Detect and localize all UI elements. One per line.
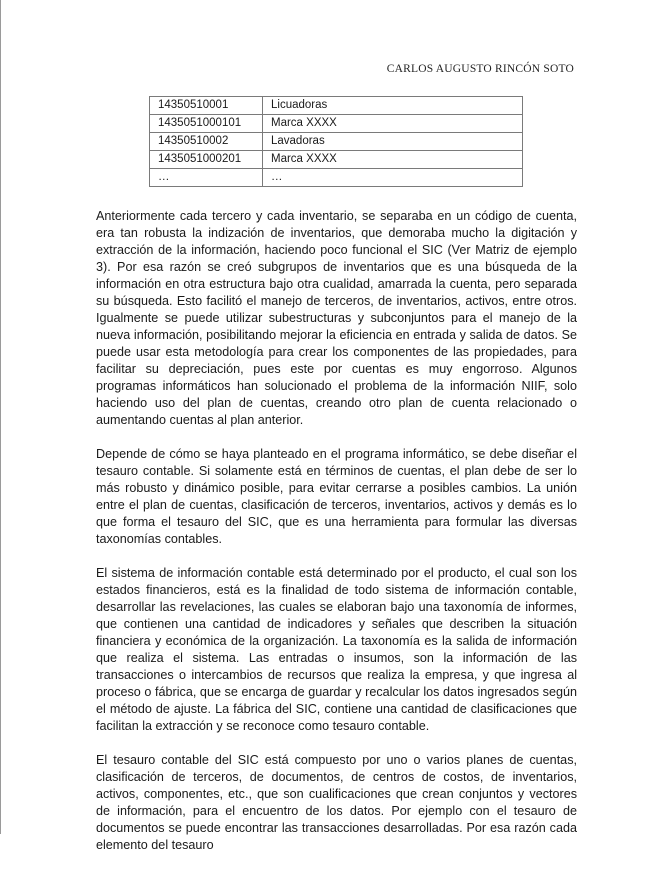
account-code-cell: 1435051000101: [150, 115, 263, 133]
account-name-cell: Marca XXXX: [263, 151, 523, 169]
paragraph: Depende de cómo se haya planteado en el programa informático, se debe diseñar el tesauro contable. Si solamente está en términos de cuentas, el plan debe de ser lo más robusto y dinámico posible, para evitar cerrarse a posibles cambios. La unión entre el plan de cuentas, clasificación de terceros, inventarios, activos y demás es lo que forma el tesauro del SIC, que es una herramienta para formular las diversas taxonomías contables.: [96, 447, 577, 546]
table-row: [150, 97, 523, 115]
table-row: [150, 169, 523, 187]
running-header-author: CARLOS AUGUSTO RINCÓN SOTO: [386, 63, 574, 75]
paragraph: El sistema de información contable está determinado por el producto, el cual son los estados financieros, está es la finalidad de todo sistema de información contable, desarrollar las revelaciones, las cuales se elaboran bajo una taxonomía de informes, que contienen una cantidad de indicadores y señales que describen la situación financiera y económica de la organización. La taxonomía es la salida de información que realiza el sistema. Las entradas o insumos, son la información de las transacciones o intercambios de recursos que realiza la empresa, y que ingresa al proceso o fábrica, que se encarga de guardar y recalcular los datos ingresados según el método de ajuste. La fábrica del SIC, contiene una cantidad de clasificaciones que facilitan la extracción y se reconoce como tesauro contable.: [96, 566, 577, 733]
account-name-cell: …: [263, 169, 523, 187]
account-table: [149, 96, 523, 187]
table-row: [150, 133, 523, 151]
paragraph: El tesauro contable del SIC está compuesto por uno o varios planes de cuentas, clasificación de terceros, de documentos, de centros de costos, de inventarios, activos, componentes, etc., que son cualificaciones que crean conjuntos y vectores de información, para el encuentro de los datos. Por ejemplo con el tesauro de documentos se puede encontrar las transacciones desarrolladas. Por esa razón cada elemento del tesauro: [96, 753, 577, 852]
account-code-cell: …: [150, 169, 263, 187]
table-row: [150, 115, 523, 133]
account-code-cell: 14350510002: [150, 133, 263, 151]
body-text: [96, 208, 577, 871]
account-code-cell: 14350510001: [150, 97, 263, 115]
account-name-cell: Licuadoras: [263, 97, 523, 115]
paragraph: Anteriormente cada tercero y cada inventario, se separaba en un código de cuenta, era tan robusta la indización de inventarios, que demoraba mucho la digitación y extracción de la información, haciendo poco funcional el SIC (Ver Matriz de ejemplo 3). Por esa razón se creó subgrupos de inventarios que es una búsqueda de la información en otra estructura bajo otra cualidad, amarrada la cuenta, pero separada su búsqueda. Esto facilitó el manejo de terceros, de inventarios, activos, entre otros. Igualmente se puede utilizar subestructuras y subconjuntos para el manejo de la nueva información, posibilitando mejorar la eficiencia en entrada y salida de datos. Se puede usar esta metodología para crear los componentes de las propiedades, para facilitar su depreciación, pues este por cuentas es muy engorroso. Algunos programas informáticos han solucionado el problema de la información NIIF, solo haciendo uso del plan de cuentas, creando otro plan de cuenta relacionado o aumentando cuentas al plan anterior.: [96, 209, 577, 427]
account-name-cell: Lavadoras: [263, 133, 523, 151]
account-name-cell: Marca XXXX: [263, 115, 523, 133]
account-code-cell: 1435051000201: [150, 151, 263, 169]
table-row: [150, 151, 523, 169]
page-edge-rule: [0, 0, 1, 834]
